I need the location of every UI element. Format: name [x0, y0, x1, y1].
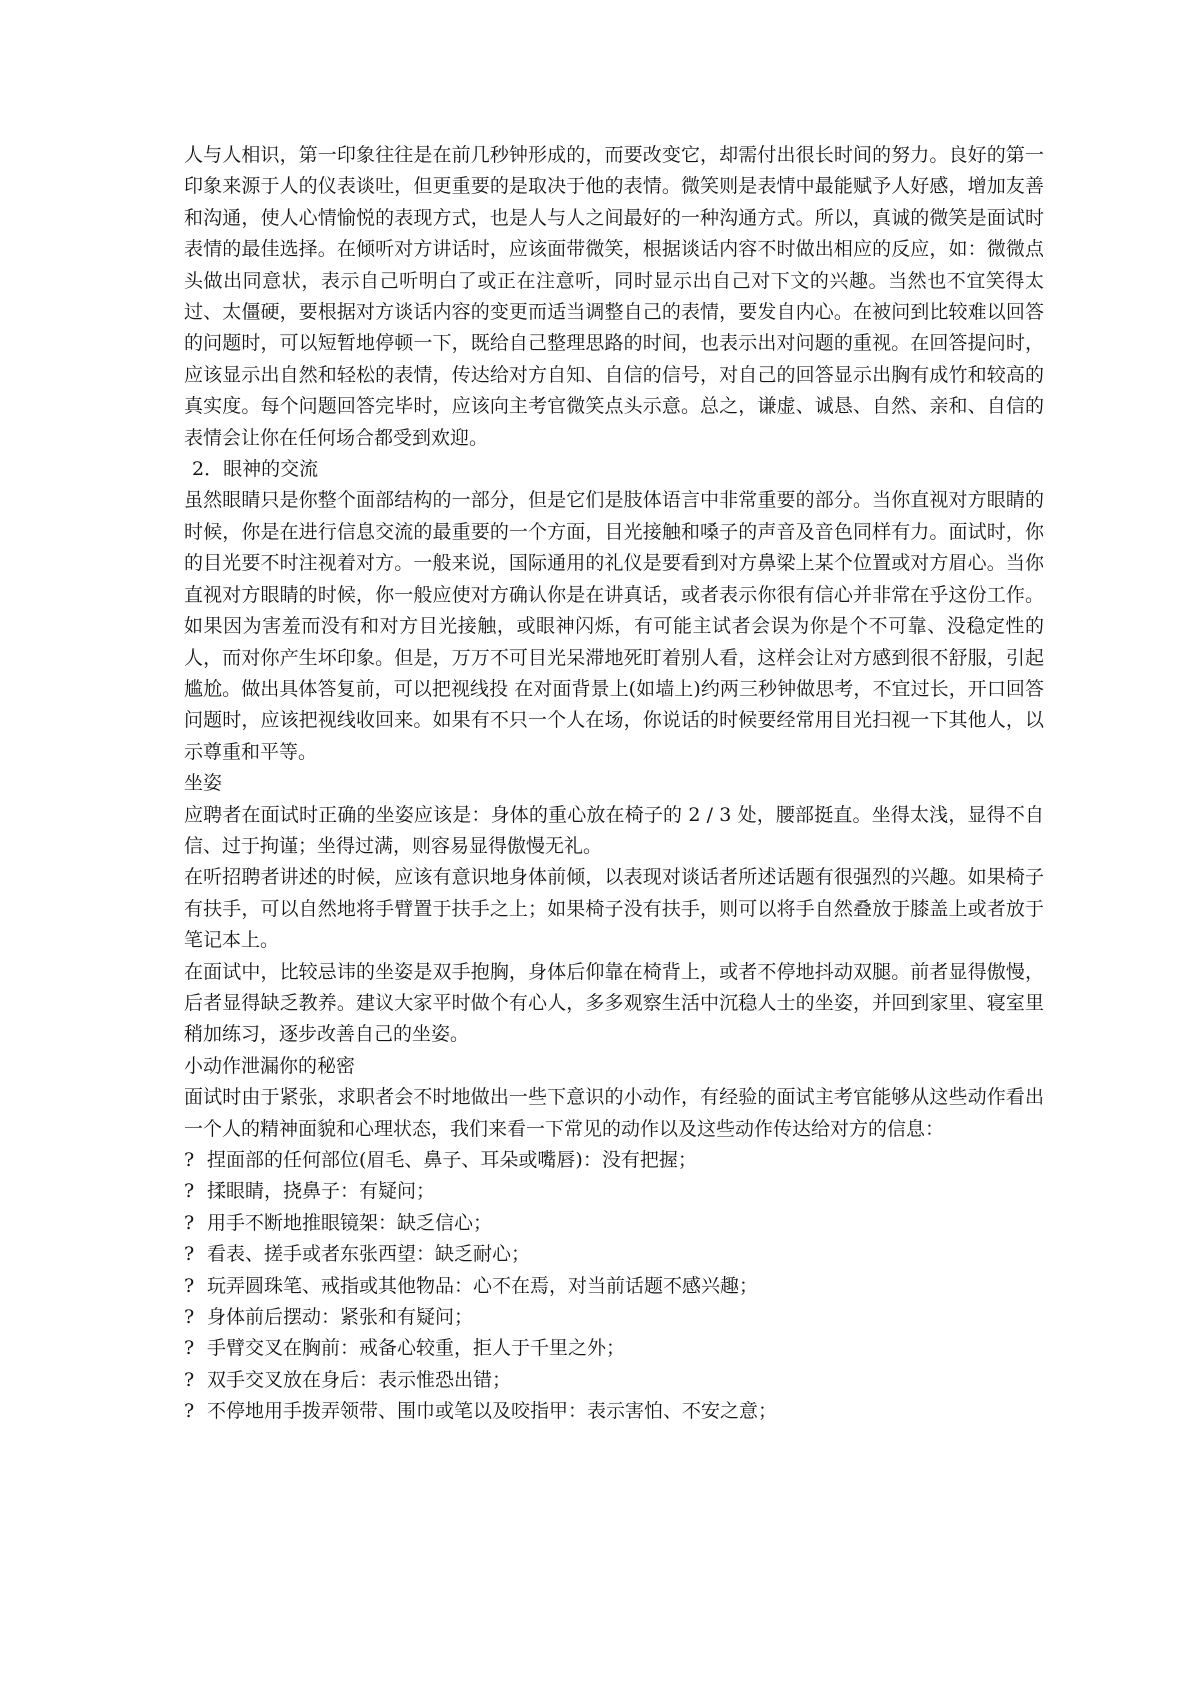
list-item: [184, 1271, 1044, 1302]
list-item: [184, 1145, 1044, 1176]
heading-eye-contact: 2．眼神的交流: [192, 458, 319, 481]
paragraph-eye-contact: 虽然眼睛只是你整个面部结构的一部分，但是它们是肢体语言中非常重要的部分。当你直视对方眼睛的时候，你是在进行信息交流的最重要的一个方面，目光接触和嗓子的声音及音色同样有力。面试时，你的目光要不时注视着对方。一般来说，国际通用的礼仪是要看到对方鼻梁上某个位置或对方眉心。当你直视对方眼睛的时候，你一般应使对方确认你是在讲真话，或者表示你很有信心并非常在乎这份工作。如果因为害羞而没有和对方目光接触，或眼神闪烁，有可能主试者会误为你是个不可靠、没稳定性的人，而对你产生坏印象。但是，万万不可目光呆滞地死盯着别人看，这样会让对方感到很不舒服，引起尴尬。做出具体答复前，可以把视线投 在对面背景上(如墙上)约两三秒钟做思考，不宜过长，开口回答问题时，应该把视线收回来。如果有不只一个人在场，你说话的时候要经常用目光扫视一下其他人，以示尊重和平等。: [184, 489, 1044, 763]
list-item-text: 手臂交叉在胸前：戒备心较重，拒人于千里之外；: [207, 1337, 626, 1360]
bullet-mark: ?: [184, 1274, 195, 1297]
bullet-mark: ?: [184, 1243, 195, 1266]
bullet-mark: ?: [184, 1306, 195, 1329]
list-item-text: 用手不断地推眼镜架：缺乏信心；: [207, 1211, 493, 1234]
list-item-text: 揉眼睛，挠鼻子：有疑问；: [207, 1180, 436, 1203]
paragraph-facial-expression: 人与人相识，第一印象往往是在前几秒钟形成的，而要改变它，却需付出很长时间的努力。良好的第一印象来源于人的仪表谈吐，但更重要的是取决于他的表情。微笑则是表情中最能赋予人好感，增加友善和沟通，使人心情愉悦的表现方式，也是人与人之间最好的一种沟通方式。所以，真诚的微笑是面试时表情的最佳选择。在倾听对方讲话时，应该面带微笑，根据谈话内容不时做出相应的反应，如：微微点头做出同意状，表示自己听明白了或正在注意听，同时显示出自己对下文的兴趣。当然也不宜笑得太过、太僵硬，要根据对方谈话内容的变更而适当调整自己的表情，要发自内心。在被问到比较难以回答的问题时，可以短暂地停顿一下，既给自己整理思路的时间，也表示出对问题的重视。在回答提问时，应该显示出自然和轻松的表情，传达给对方自知、自信的信号，对自己的回答显示出胸有成竹和较高的真实度。每个问题回答完毕时，应该向主考官微笑点头示意。总之，谦虚、诚恳、自然、亲和、自信的表情会让你在任何场合都受到欢迎。: [184, 144, 1044, 449]
list-item: [184, 1396, 1044, 1427]
paragraph-small-gestures: 面试时由于紧张，求职者会不时地做出一些下意识的小动作，有经验的面试主考官能够从这些动作看出一个人的精神面貌和心理状态，我们来看一下常见的动作以及这些动作传达给对方的信息：: [184, 1086, 1044, 1140]
list-item-text: 玩弄圆珠笔、戒指或其他物品：心不在焉，对当前话题不感兴趣；: [207, 1274, 759, 1297]
paragraph-sitting-posture-1: 应聘者在面试时正确的坐姿应该是：身体的重心放在椅子的 2 / 3 处，腰部挺直。坐得太浅，显得不自信、过于拘谨；坐得过满，则容易显得傲慢无礼。: [184, 803, 1044, 857]
list-item: [184, 1365, 1044, 1396]
document-page: [184, 140, 1044, 1428]
heading-sitting-posture: 坐姿: [184, 772, 223, 795]
list-item-text: 捏面部的任何部位(眉毛、鼻子、耳朵或嘴唇)：没有把握；: [207, 1149, 697, 1171]
paragraph-sitting-posture-3: 在面试中，比较忌讳的坐姿是双手抱胸，身体后仰靠在椅背上，或者不停地抖动双腿。前者显得傲慢，后者显得缺乏教养。建议大家平时做个有心人，多多观察生活中沉稳人士的坐姿，并回到家里、寝室里稍加练习，逐步改善自己的坐姿。: [184, 960, 1044, 1046]
list-item: [184, 1176, 1044, 1207]
paragraph-sitting-posture-2: 在听招聘者讲述的时候，应该有意识地身体前倾，以表现对谈话者所述话题有很强烈的兴趣。如果椅子有扶手，可以自然地将手臂置于扶手之上；如果椅子没有扶手，则可以将手自然叠放于膝盖上或者放于笔记本上。: [184, 866, 1044, 952]
bullet-mark: ?: [184, 1149, 195, 1171]
heading-small-gestures: 小动作泄漏你的秘密: [184, 1054, 356, 1077]
bullet-mark: ?: [184, 1368, 195, 1391]
bullet-mark: ?: [184, 1211, 195, 1234]
list-item: [184, 1239, 1044, 1270]
list-item: [184, 1302, 1044, 1333]
list-item-text: 双手交叉放在身后：表示惟恐出错；: [207, 1368, 512, 1391]
bullet-mark: ?: [184, 1180, 195, 1203]
list-item-text: 看表、搓手或者东张西望：缺乏耐心；: [207, 1243, 531, 1266]
bullet-mark: ?: [184, 1400, 195, 1423]
list-item: [184, 1333, 1044, 1364]
list-item: [184, 1208, 1044, 1239]
gesture-list: [184, 1145, 1044, 1428]
bullet-mark: ?: [184, 1337, 195, 1360]
list-item-text: 不停地用手拨弄领带、围巾或笔以及咬指甲：表示害怕、不安之意；: [207, 1400, 778, 1423]
list-item-text: 身体前后摆动：紧张和有疑问；: [207, 1306, 474, 1329]
